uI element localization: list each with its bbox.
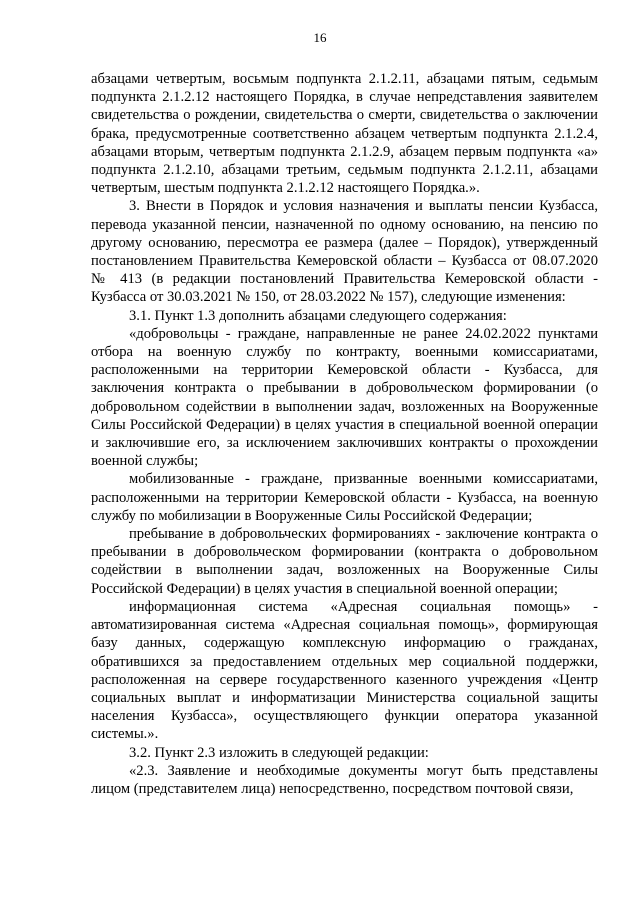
page-number: 16 [313, 30, 327, 45]
paragraph-item-3: 3. Внести в Порядок и условия назначения и выплаты пенсии Кузбасса, перевода указанной пенсии, назначенной по одному основанию, на пенсию по другому основанию, пересмотра ее размера (далее – Порядок), утвержденный постановлением Правительства Кемеровской области – Кузбасса от 08.07.2020 № 413 (в редакции постановлений Правительства Кемеровской области - Кузбасса от 30.03.2021 № 150, от 28.03.2022 № 157), следующие изменения: [91, 198, 598, 306]
paragraph-item-3-1: 3.1. Пункт 1.3 дополнить абзацами следующего содержания: [129, 307, 507, 324]
paragraph-volunteers-definition: «добровольцы - граждане, направленные не ранее 24.02.2022 пунктами отбора на военную службу по контракту, военными комиссариатами, расположенными на территории Кемеровской области - Кузбасса, для заключения контракта о пребывании в добровольческом формировании (о добровольном содействии в выполнении задач, возложенных на Вооруженные Силы Российской Федерации) в целях участия в специальной военной операции и заключившие его, за исключением заключивших контракты о прохождении военной службы; [91, 325, 598, 470]
document-body [91, 70, 598, 798]
paragraph-item-2-3: «2.3. Заявление и необходимые документы могут быть представлены лицом (представителем лица) непосредственно, посредством почтовой связи, [91, 762, 598, 797]
paragraph-volunteer-formations-definition: пребывание в добровольческих формированиях - заключение контракта о пребывании в добровольческом формировании (контракта о добровольном содействии в выполнении задач, возложенных на Вооруженные Силы Российской Федерации) в целях участия в специальной военной операции; [91, 526, 598, 597]
paragraph-item-3-2: 3.2. Пункт 2.3 изложить в следующей редакции: [129, 744, 429, 761]
paragraph-continuation: абзацами четвертым, восьмым подпункта 2.1.2.11, абзацами пятым, седьмым подпункта 2.1.2.12 настоящего Порядка, в случае непредставления заявителем свидетельства о рождении, свидетельства о смерти, свидетельства о заключении брака, предусмотренные соответственно абзацем четвертым подпункта 2.1.2.4, абзацами вторым, четвертым подпункта 2.1.2.9, абзацем первым подпункта «а» подпункта 2.1.2.10, абзацами третьим, седьмым подпункта 2.1.2.11, абзацами четвертым, шестым подпункта 2.1.2.12 настоящего Порядка.». [91, 71, 598, 197]
paragraph-mobilized-definition: мобилизованные - граждане, призванные военными комиссариатами, расположенными на территории Кемеровской области - Кузбасса, на военную службу по мобилизации в Вооруженные Силы Российской Федерации; [91, 471, 598, 524]
paragraph-information-system-definition: информационная система «Адресная социальная помощь» - автоматизированная система «Адресная социальная помощь», формирующая базу данных, содержащую комплексную информацию о гражданах, обратившихся за предоставлением отдельных мер социальной поддержки, расположенная на сервере государственного казенного учреждения «Центр социальных выплат и информатизации Министерства социальной защиты населения Кузбасса», осуществляющего функции оператора указанной системы.». [91, 598, 598, 743]
